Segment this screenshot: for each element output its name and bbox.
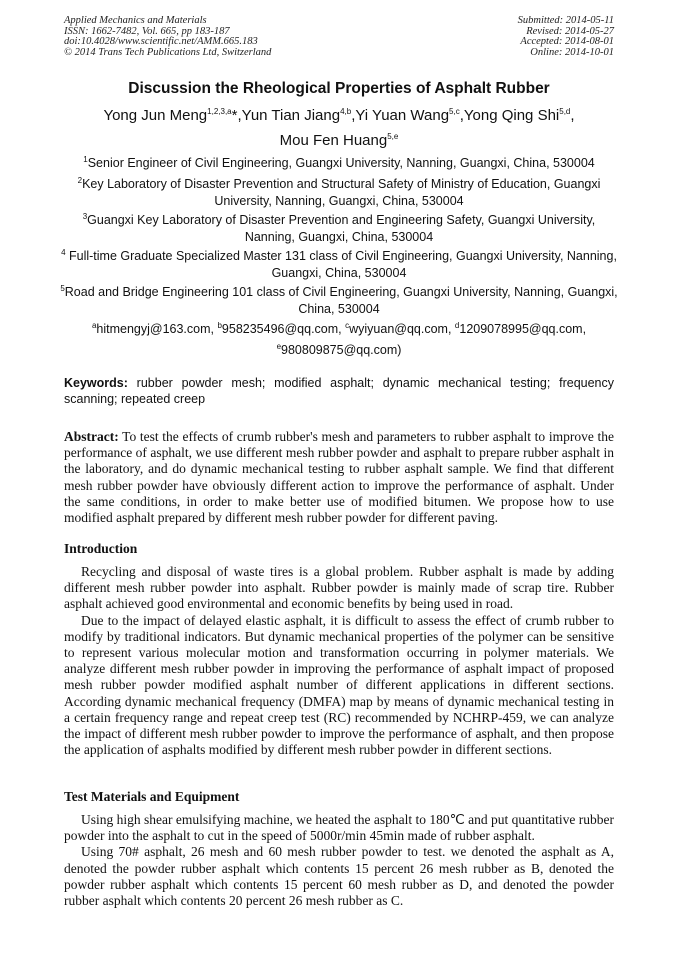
dates-info: [518, 16, 614, 58]
introduction-body: [64, 564, 614, 758]
affiliation-2: [60, 176, 618, 210]
author-list: Yong Jun Meng$^{1,2,3,a}$*,Yun Tian Jiang$^{4,b}$,Yi Yuan Wang$^{5,c}$,Yong Qing Shi$^{5,d}$, Mou Fen Huang$^{5,e}$: [103, 107, 575, 149]
author-superscript: 1,2,3,a: [207, 107, 232, 116]
email-superscript: a: [91, 320, 97, 330]
author-name: Mou Fen Huang: [279, 132, 388, 149]
affiliation-4: [60, 248, 618, 282]
email-superscript: e: [276, 341, 282, 351]
affiliation-text: Guangxi Key Laboratory of Disaster Prevention and Engineering Safety, Guangxi University, Nanning, Guangxi, China, 530004: [87, 213, 596, 244]
issn-line: ISSN: 1662-7482, Vol. 665, pp 183-187: [64, 25, 230, 37]
email-list: [60, 319, 618, 361]
author-superscript: 4,b: [340, 107, 352, 116]
materials-body: [64, 812, 614, 909]
introduction-paragraph: Due to the impact of delayed elastic asphalt, it is difficult to assess the effect of crumb rubber to modify by traditional indicators. But dynamic mechanical properties of the polymer can be sensitive to represent various molecular motion and transformation occurring in polymer materials. We analyze different mesh rubber powder in improving the performance of asphalt impact of proposed mesh rubber powder modified asphalt number of different applications in different sections. According dynamic mechanical frequency (DMFA) map by means of dynamic mechanical testing in a certain frequency range and repeat creep test (RC) recommended by NCHRP-459, we can analyze the impact of different mesh rubber powder to improve the performance of asphalt, and then propose the application of asphalts modified by different mesh rubber powder in different sections.: [64, 612, 614, 758]
email-superscript: c: [345, 320, 350, 330]
author-superscript: 5,c: [449, 107, 460, 116]
email-address: 980809875@qq.com): [281, 343, 402, 357]
journal-info: [64, 16, 271, 58]
paper-title: Discussion the Rheological Properties of Asphalt Rubber: [128, 80, 550, 97]
abstract-text: To test the effects of crumb rubber's mesh and parameters to rubber asphalt to improve the performance of asphalt, we use different mesh rubber powder and asphalt to prepare rubber asphalt in the laboratory, and do dynamic mechanical testing to rubber asphalt sample. We find that different mesh rubber powder have obviously different action to improve the performance of asphalt. Under the same conditions, in order to make better use of modified bitumen. We propose how to use modified asphalt prepared by different mesh rubber powder for different paving.: [64, 429, 614, 526]
author-name: Yi Yuan Wang: [355, 107, 450, 124]
journal-name: Applied Mechanics and Materials: [64, 15, 207, 26]
email-address: hitmengyj@163.com,: [96, 322, 218, 336]
affiliation-text: Key Laboratory of Disaster Prevention and Structural Safety of Ministry of Education, Guangxi University, Nanning, Guangxi, China, 530004: [82, 177, 601, 208]
corresponding-mark: *: [231, 107, 238, 124]
email-address: 1209078995@qq.com,: [459, 322, 587, 336]
affiliation-3: [60, 212, 618, 246]
affiliation-number: 4: [61, 247, 66, 257]
author-superscript: 5,d: [559, 107, 571, 116]
email-superscript: b: [217, 320, 222, 330]
author-superscript: 5,e: [387, 132, 399, 141]
affiliation-text: Full-time Graduate Specialized Master 131 class of Civil Engineering, Guangxi University, Nanning, Guangxi, China, 530004: [65, 249, 617, 280]
doi-line: doi:10.4028/www.scientific.net/AMM.665.183: [64, 36, 258, 47]
author-name: Yun Tian Jiang: [241, 107, 341, 124]
author-name: Yong Qing Shi: [463, 107, 560, 124]
email-superscript: d: [454, 320, 460, 330]
email-address: wyiyuan@qq.com,: [349, 322, 455, 336]
affiliation-number: 1: [83, 154, 88, 164]
accepted-date: Accepted: 2014-08-01: [520, 36, 614, 47]
affiliation-number: 2: [77, 175, 83, 185]
affiliation-number: 5: [60, 283, 65, 293]
keywords-text: rubber powder mesh; modified asphalt; dynamic mechanical testing; frequency scanning; repeated creep: [64, 376, 614, 406]
affiliation-text: Road and Bridge Engineering 101 class of Civil Engineering, Guangxi University, Nanning, Guangxi, China, 530004: [64, 285, 618, 316]
introduction-paragraph: Recycling and disposal of waste tires is a global problem. Rubber asphalt is made by adding different mesh rubber powder into asphalt. Rubber powder is mainly made of scrap tire. Rubber asphalt achieved good environmental and economic benefits by being used in road.: [64, 564, 614, 612]
abstract-label: Abstract:: [64, 429, 119, 444]
introduction-heading: Introduction: [64, 541, 138, 556]
affiliation-text: Senior Engineer of Civil Engineering, Guangxi University, Nanning, Guangxi, China, 530004: [87, 156, 595, 170]
online-date: Online: 2014-10-01: [530, 46, 614, 58]
copyright-line: © 2014 Trans Tech Publications Ltd, Switzerland: [64, 46, 272, 58]
email-address: 958235496@qq.com,: [221, 322, 346, 336]
affiliation-5: [60, 284, 618, 318]
keywords-label: Keywords:: [64, 376, 128, 390]
affiliation-1: [60, 155, 618, 172]
keywords-block: [64, 375, 614, 407]
affiliation-number: 3: [82, 211, 88, 221]
submitted-date: Submitted: 2014-05-11: [517, 15, 614, 26]
revised-date: Revised: 2014-05-27: [526, 25, 614, 37]
author-name: Yong Jun Meng: [103, 107, 208, 124]
materials-paragraph: Using high shear emulsifying machine, we heated the asphalt to 180℃ and put quantitative rubber powder into the asphalt to cut in the speed of 5000r/min 45min made of rubber asphalt.: [64, 812, 614, 844]
materials-paragraph: Using 70# asphalt, 26 mesh and 60 mesh rubber powder to test. we denoted the asphalt as A, denoted the powder rubber asphalt which contents 15 percent 26 mesh rubber as B, denoted the powder rubber asphalt which contents 15 percent 60 mesh rubber as D, and denoted the powder rubber asphalt which contents 20 percent 26 mesh rubber as C.: [64, 844, 614, 909]
materials-heading: Test Materials and Equipment: [64, 789, 240, 804]
abstract-block: [64, 429, 614, 526]
